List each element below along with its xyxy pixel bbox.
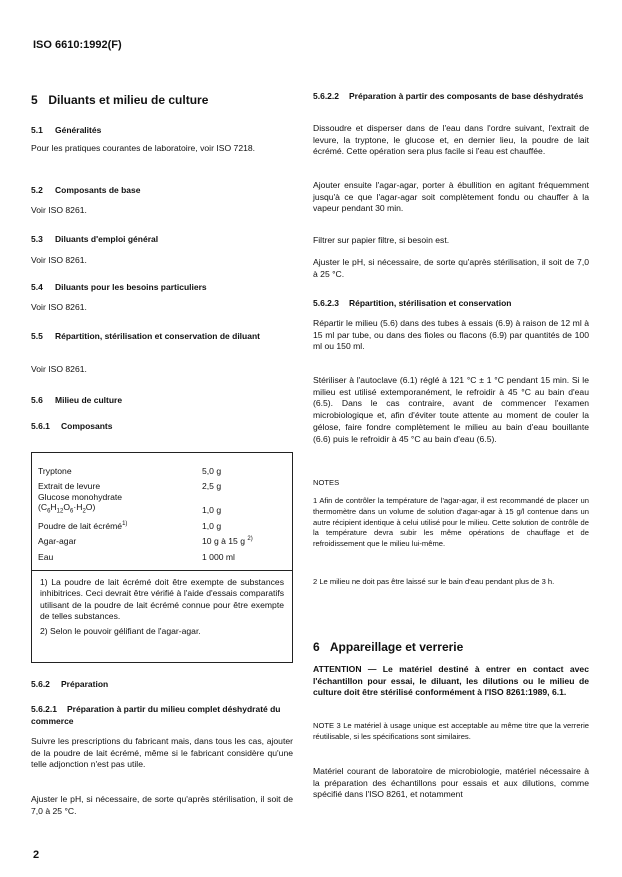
section-5-6-2-2-paragraph-4: Ajuster le pH, si nécessaire, de sorte qu'après stérilisation, il soit de 7,0 à 25 °C. bbox=[313, 257, 589, 279]
section-5-5-text: Voir ISO 8261. bbox=[31, 364, 87, 374]
component-quantity: 1,0 g bbox=[202, 505, 222, 516]
table-row bbox=[38, 515, 282, 531]
section-5-6-2-3-heading: 5.6.2.3 Répartition, stérilisation et conservation bbox=[313, 298, 512, 308]
table-row bbox=[38, 476, 282, 492]
footnote-2: 2) Selon le pouvoir gélifiant de l'agar-agar. bbox=[40, 626, 201, 637]
section-5-1-text: Pour les pratiques courantes de laboratoire, voir ISO 7218. bbox=[31, 143, 256, 153]
glucose-formula: $(C_6H_{12}O_6\cdot H_2O)$ bbox=[38, 502, 96, 516]
composition-box bbox=[31, 452, 293, 663]
table-row bbox=[38, 491, 282, 515]
section-5-6-2-2-heading: 5.6.2.2 Préparation à partir des composants de base déshydratés bbox=[313, 91, 584, 101]
box-divider bbox=[32, 570, 292, 571]
notes-title: NOTES bbox=[313, 478, 340, 487]
section-5-6-1-heading: 5.6.1 Composants bbox=[31, 421, 113, 431]
page-number: 2 bbox=[33, 849, 40, 861]
section-5-6-2-1-paragraph-1: Suivre les prescriptions du fabricant mais, dans tous les cas, ajouter de la poudre de lait écrémé, même si le fabricant considère qu'une telle adjonction n'est pas utile. bbox=[31, 736, 293, 770]
component-quantity: 1,0 g bbox=[202, 520, 222, 531]
table-row bbox=[38, 546, 282, 562]
section-5-6-2-1-heading: 5.6.2.1 Préparation à partir du milieu complet déshydraté du commerce bbox=[31, 704, 281, 726]
section-5-6-2-3-paragraph-1: Répartir le milieu (5.6) dans des tubes à essais (6.9) à raison de 12 ml à 15 ml par tube, ou dans des fioles ou flacons (6.9) par quantités de 100 ml ou 150 ml. bbox=[313, 318, 589, 352]
component-name-glucose: Glucose monohydrate $(C_6H_{12}O_6\cdot H_2O)$ bbox=[38, 492, 123, 516]
table-row bbox=[38, 460, 282, 476]
section-5-6-2-2-paragraph-3: Filtrer sur papier filtre, si besoin est. bbox=[313, 235, 450, 245]
section-5-2-heading: 5.2 Composants de base bbox=[31, 185, 141, 195]
note-3: NOTE 3 Le matériel à usage unique est acceptable au même titre que la verrerie réutilisable, si les spécifications sont similaires. bbox=[313, 721, 589, 741]
attention-label: ATTENTION bbox=[313, 664, 362, 674]
component-quantity: 5,0 g bbox=[202, 465, 222, 476]
section-5-6-heading: 5.6 Milieu de culture bbox=[31, 395, 123, 405]
component-quantity: 10 g à 15 g $^{2)}$ bbox=[202, 536, 253, 547]
section-5-6-2-3-paragraph-2: Stériliser à l'autoclave (6.1) réglé à 121 °C ± 1 °C pendant 15 min. Si le milieu est utilisé extemporanément, le refroidir à 45 °C au bain d'eau (6.5). Dans le cas contraire, avant de commencer l'examen microbiologique et, afin d'éviter toute attente au moment de couler la gélose, faire fondre complètement le milieu au bain d'eau bouillante (6.6) puis le refroidir à 45 °C au bain d'eau (6.5). bbox=[313, 375, 589, 444]
section-5-3-heading: 5.3 Diluants d'emploi général bbox=[31, 234, 159, 244]
section-6-paragraph-1: Matériel courant de laboratoire de microbiologie, matériel nécessaire à la préparation des échantillons pour essais et aux dilutions, comme spécifié dans l'ISO 8261, et notamment bbox=[313, 766, 589, 800]
note-2: 2 Le milieu ne doit pas être laissé sur le bain d'eau pendant plus de 3 h. bbox=[313, 577, 555, 586]
section-5-6-2-heading: 5.6.2 Préparation bbox=[31, 679, 109, 689]
composition-table bbox=[38, 460, 282, 562]
section-5-6-2-2-paragraph-1: Dissoudre et disperser dans de l'eau dans l'ordre suivant, l'extrait de levure, la tryptone, le glucose et, en dernier lieu, la poudre de lait écrémé. Cette opération sera plus facile si l'eau est chauffée. bbox=[313, 123, 589, 157]
component-name: Tryptone bbox=[38, 465, 72, 476]
table-row bbox=[38, 531, 282, 547]
document-header: ISO 6610:1992(F) bbox=[33, 39, 122, 51]
footnote-1: 1) La poudre de lait écrémé doit être exempte de substances inhibitrices. Ceci devrait être vérifié à l'aide d'essais comparatifs utilisant de la poudre de lait écrémé connue pour être exempte de telles substances. bbox=[40, 577, 284, 621]
component-name: Agar-agar bbox=[38, 536, 77, 547]
section-5-2-text: Voir ISO 8261. bbox=[31, 205, 87, 215]
attention-paragraph: ATTENTION — Le matériel destiné à entrer en contact avec l'échantillon pour essai, le diluant, les dilutions ou le milieu de culture doit être stérilisé conformément à l'ISO 8261:1989, 6.1. bbox=[313, 664, 589, 698]
section-5-3-text: Voir ISO 8261. bbox=[31, 255, 87, 265]
component-name: Extrait de levure bbox=[38, 481, 101, 492]
component-name: Eau bbox=[38, 551, 54, 562]
component-name: Poudre de lait écrémé$^{1)}$ bbox=[38, 520, 128, 531]
section-6-heading: 6 Appareillage et verrerie bbox=[313, 640, 464, 654]
composition-footnotes bbox=[40, 577, 284, 637]
section-5-4-heading: 5.4 Diluants pour les besoins particuliers bbox=[31, 282, 207, 292]
section-5-heading: 5 Diluants et milieu de culture bbox=[31, 93, 209, 107]
component-quantity: 2,5 g bbox=[202, 481, 222, 492]
section-5-6-2-1-paragraph-2: Ajuster le pH, si nécessaire, de sorte qu'après stérilisation, il soit de 7,0 à 25 °C. bbox=[31, 794, 293, 816]
component-quantity: 1 000 ml bbox=[202, 551, 235, 562]
section-5-5-heading: 5.5 Répartition, stérilisation et conservation de diluant bbox=[31, 331, 260, 341]
note-1: 1 Afin de contrôler la température de l'agar-agar, il est recommandé de placer un thermomètre dans un volume de solution d'agar-agar à 15 g/l contenue dans un autre récipient identique à celui utilisé pour le milieu. Cette solution de contrôle de la température devra subir les même opérations de chauffage et de refroidissement que le milieu lui-même. bbox=[313, 496, 589, 549]
section-5-4-text: Voir ISO 8261. bbox=[31, 302, 87, 312]
section-5-1-heading: 5.1 Généralités bbox=[31, 125, 102, 135]
section-5-6-2-2-paragraph-2: Ajouter ensuite l'agar-agar, porter à ébullition en agitant fréquemment jusqu'à ce que l'agar-agar soit complètement fondu ou chauffer à la vapeur pendant 30 min. bbox=[313, 180, 589, 214]
